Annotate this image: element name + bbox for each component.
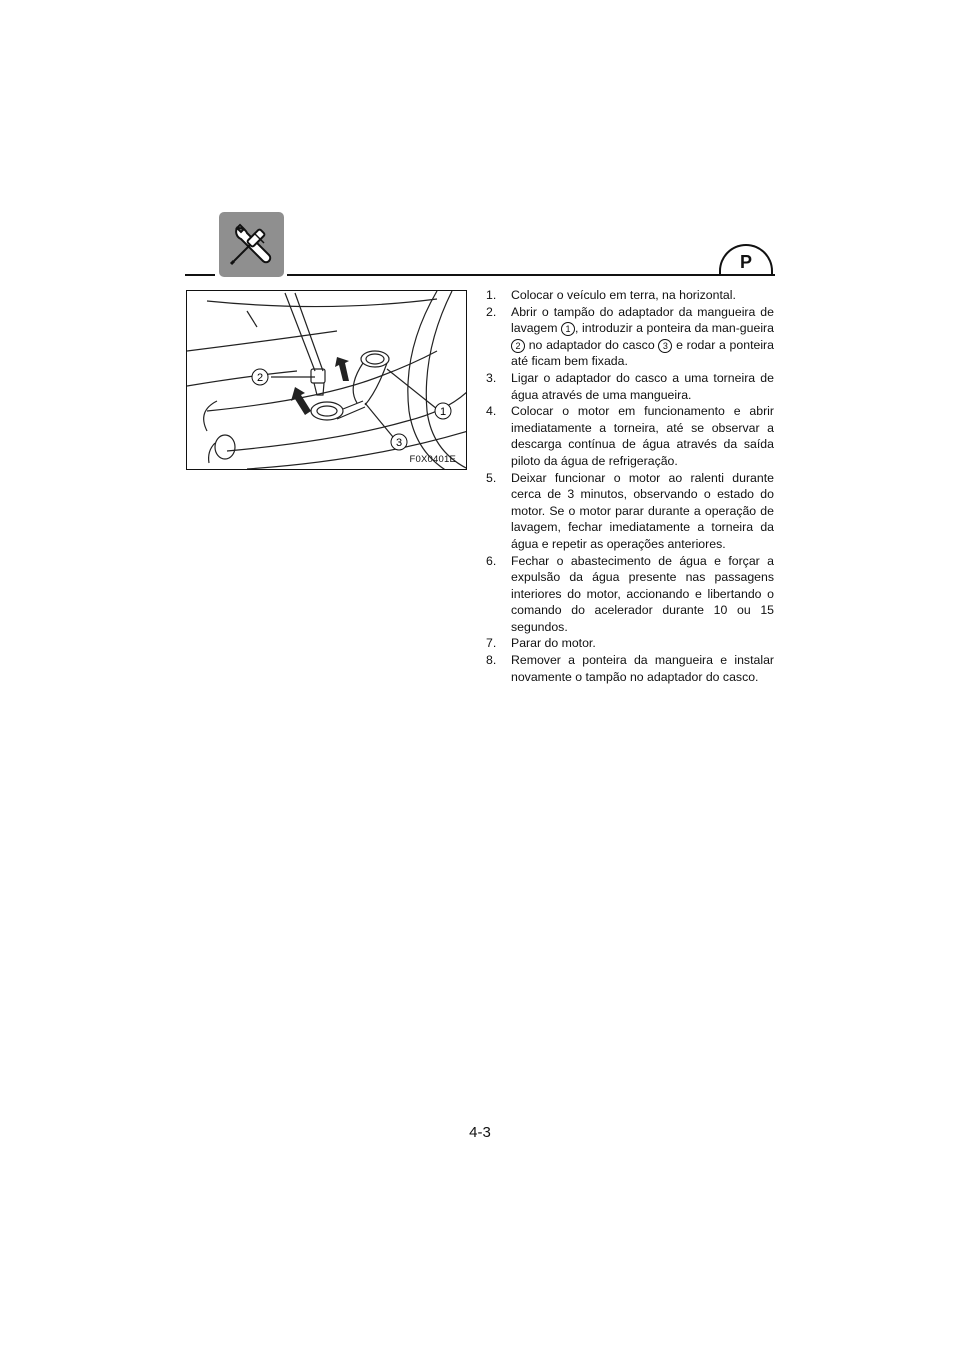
- step-text-part: , introduzir a ponteira da man-gueira: [575, 321, 774, 336]
- step-text: Parar do motor.: [511, 636, 596, 651]
- step-text-part: e rodar a ponteira até ficam bem fixada.: [511, 337, 774, 369]
- step-item: [486, 370, 774, 403]
- figure-code: F0X0401E: [409, 454, 456, 465]
- callout-ref-3: 3: [658, 339, 672, 353]
- step-text: Colocar o motor em funcionamento e abrir imediatamente a torneira, até se observar a descarga contínua de água através da saída piloto da água de refrigeração.: [511, 404, 774, 468]
- step-item: [486, 287, 774, 304]
- step-text: Fechar o abastecimento de água e forçar a expulsão da água presente nas passagens interiores do motor, accionando e libertando o comando do acelerador durante 10 ou 15 segundos.: [511, 553, 774, 634]
- step-number: 3.: [486, 370, 497, 385]
- callout-2: 2: [256, 372, 264, 384]
- illustration-figure: [186, 290, 467, 470]
- step-number: 7.: [486, 636, 497, 651]
- callout-1: 1: [439, 406, 447, 418]
- step-text: Deixar funcionar o motor ao ralenti durante cerca de 3 minutos, observando o estado do motor. Se o motor parar durante a operação de lavagem, fechar imediatamente a torneira da água e repetir as operações anteriores.: [511, 470, 774, 551]
- step-number: 5.: [486, 470, 497, 485]
- step-item: [486, 470, 774, 553]
- step-text: Remover a ponteira da mangueira e instalar novamente o tampão no adaptador do casco.: [511, 653, 774, 684]
- procedure-steps: [486, 287, 774, 685]
- page-number: 4-3: [469, 1124, 491, 1141]
- step-number: 6.: [486, 553, 497, 568]
- step-item: [486, 652, 774, 685]
- section-tools-icon: [219, 212, 284, 277]
- header-rule-left: [185, 274, 215, 276]
- step-text-part: Abrir o tampão do adaptador da mangueira de lavagem: [511, 304, 774, 336]
- callout-marks: [252, 369, 451, 450]
- header-rule-right: [287, 274, 775, 276]
- hull-adapter-illustration: [187, 291, 467, 470]
- step-number: 2.: [486, 304, 497, 319]
- tools-icon: [224, 217, 280, 273]
- step-text: Ligar o adaptador do casco a uma torneira de água através de uma mangueira.: [511, 370, 774, 402]
- callout-ref-2: 2: [511, 339, 525, 353]
- step-item: [486, 403, 774, 469]
- language-badge: P: [719, 244, 773, 274]
- step-number: 4.: [486, 404, 497, 419]
- step-number: 8.: [486, 653, 497, 668]
- callout-3: 3: [395, 437, 403, 449]
- step-item: [486, 304, 774, 370]
- step-number: 1.: [486, 288, 497, 302]
- callout-ref-1: 1: [561, 322, 575, 336]
- step-text-part: no adaptador do casco: [525, 337, 659, 352]
- step-text: Colocar o veículo em terra, na horizontal.: [511, 288, 736, 302]
- step-item: [486, 635, 774, 652]
- step-item: [486, 553, 774, 636]
